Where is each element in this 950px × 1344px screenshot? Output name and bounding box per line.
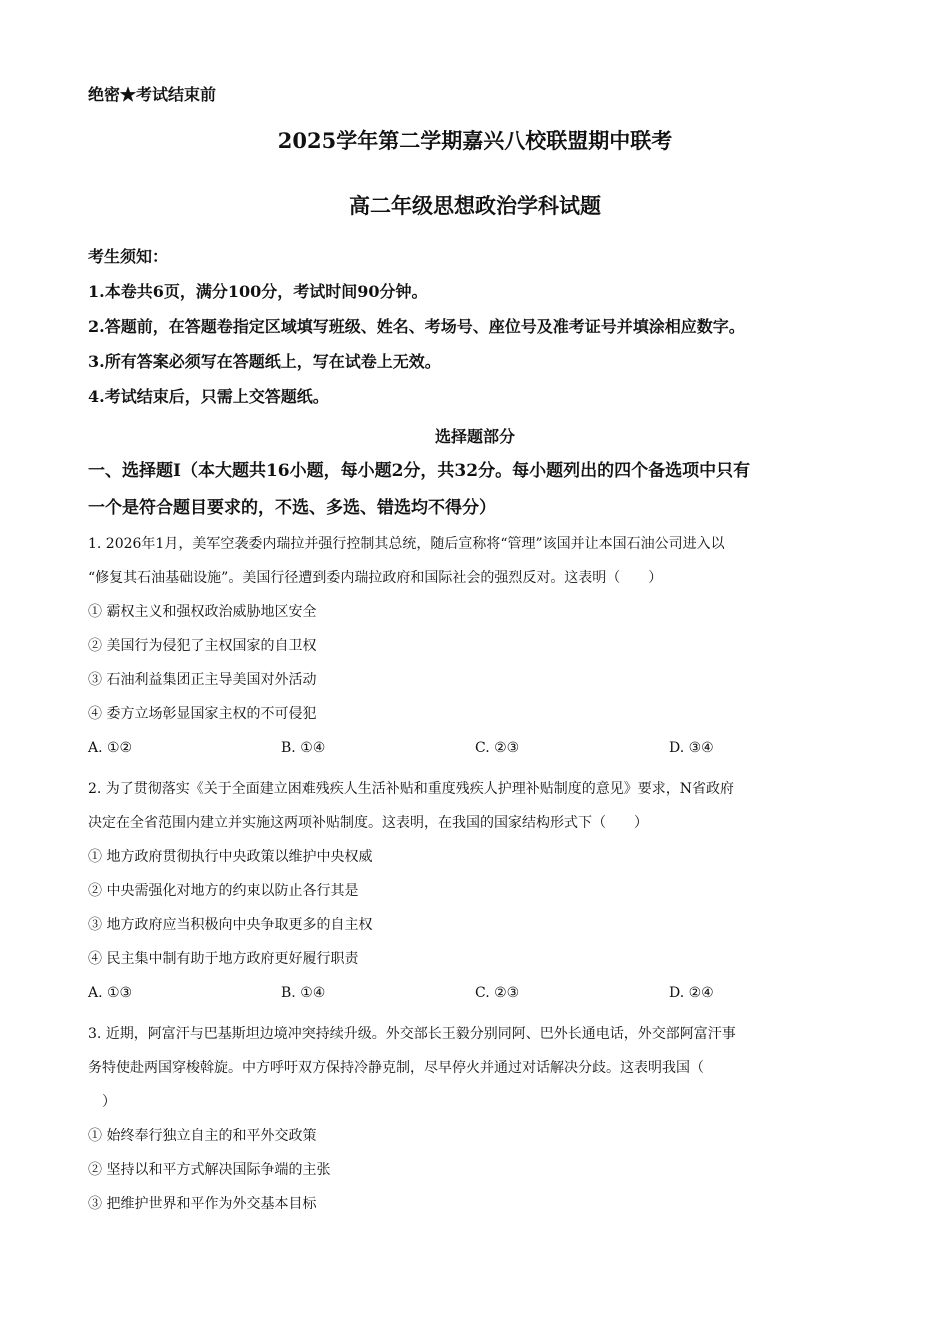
answer-choices — [88, 982, 868, 1016]
question-stem: ） — [88, 1094, 116, 1110]
question-stem: 3. 近期，阿富汗与巴基斯坦边境冲突持续升级。外交部长王毅分别同阿、巴外长通电话，外交部阿富汗事 — [88, 1026, 736, 1042]
exam-subtitle: 高二年级思想政治学科试题 — [349, 193, 601, 218]
candidate-notice — [88, 245, 888, 420]
choice-b[interactable]: B. ①④ — [281, 985, 326, 1001]
question-stem: “修复其石油基础设施”。美国行径遭到委内瑞拉政府和国际社会的强烈反对。这表明（ ） — [88, 570, 663, 586]
section-title: 选择题部分 — [434, 427, 515, 446]
choice-a[interactable]: A. ①③ — [88, 985, 133, 1001]
statement: ① 地方政府贯彻执行中央政策以维护中央权威 — [88, 849, 373, 865]
statement: ② 美国行为侵犯了主权国家的自卫权 — [88, 638, 317, 654]
statement: ③ 地方政府应当积极向中央争取更多的自主权 — [88, 917, 373, 933]
notice-item: 1.本卷共6页，满分100分，考试时间90分钟。 — [88, 282, 428, 301]
question-stem: 1. 2026年1月，美军空袭委内瑞拉并强行控制其总统，随后宣称将“管理”该国并让本国石油公司进入以 — [88, 536, 725, 552]
choice-a[interactable]: A. ①② — [88, 740, 133, 756]
choice-b[interactable]: B. ①④ — [281, 740, 326, 756]
choice-d[interactable]: D. ③④ — [669, 740, 714, 756]
choice-d[interactable]: D. ②④ — [669, 985, 714, 1001]
statement: ③ 把维护世界和平作为外交基本目标 — [88, 1196, 317, 1212]
answer-choices — [88, 737, 868, 771]
question-1 — [88, 533, 868, 771]
statement: ② 坚持以和平方式解决国际争端的主张 — [88, 1162, 331, 1178]
exam-title: 2025学年第二学期嘉兴八校联盟期中联考 — [277, 128, 673, 153]
question-stem: 决定在全省范围内建立并实施这两项补贴制度。这表明，在我国的国家结构形式下（ ） — [88, 815, 648, 831]
part-heading-line: 一、选择题Ⅰ（本大题共16小题，每小题2分，共32分。每小题列出的四个备选项中只有 — [88, 461, 751, 481]
statement: ① 霸权主义和强权政治威胁地区安全 — [88, 604, 317, 620]
statement: ③ 石油利益集团正主导美国对外活动 — [88, 672, 317, 688]
question-stem: 务特使赴两国穿梭斡旋。中方呼吁双方保持冷静克制，尽早停火并通过对话解决分歧。这表明我国（ — [88, 1060, 704, 1076]
confidential-label: 绝密★考试结束前 — [88, 85, 217, 104]
question-3 — [88, 1023, 868, 1227]
notice-heading: 考生须知： — [88, 247, 169, 266]
notice-item: 3.所有答案必须写在答题纸上，写在试卷上无效。 — [88, 352, 441, 371]
statement: ④ 委方立场彰显国家主权的不可侵犯 — [88, 706, 317, 722]
choice-c[interactable]: C. ②③ — [475, 740, 520, 756]
notice-item: 2.答题前，在答题卷指定区域填写班级、姓名、考场号、座位号及准考证号并填涂相应数字。 — [88, 317, 745, 336]
statement: ④ 民主集中制有助于地方政府更好履行职责 — [88, 951, 359, 967]
choice-c[interactable]: C. ②③ — [475, 985, 520, 1001]
question-stem: 2. 为了贯彻落实《关于全面建立困难残疾人生活补贴和重度残疾人护理补贴制度的意见》要求，N省政府 — [88, 781, 735, 797]
question-2 — [88, 778, 868, 1016]
statement: ① 始终奉行独立自主的和平外交政策 — [88, 1128, 317, 1144]
part-heading — [88, 458, 878, 532]
statement: ② 中央需强化对地方的约束以防止各行其是 — [88, 883, 359, 899]
notice-item: 4.考试结束后，只需上交答题纸。 — [88, 387, 329, 406]
part-heading-line: 一个是符合题目要求的，不选、多选、错选均不得分） — [88, 498, 496, 518]
